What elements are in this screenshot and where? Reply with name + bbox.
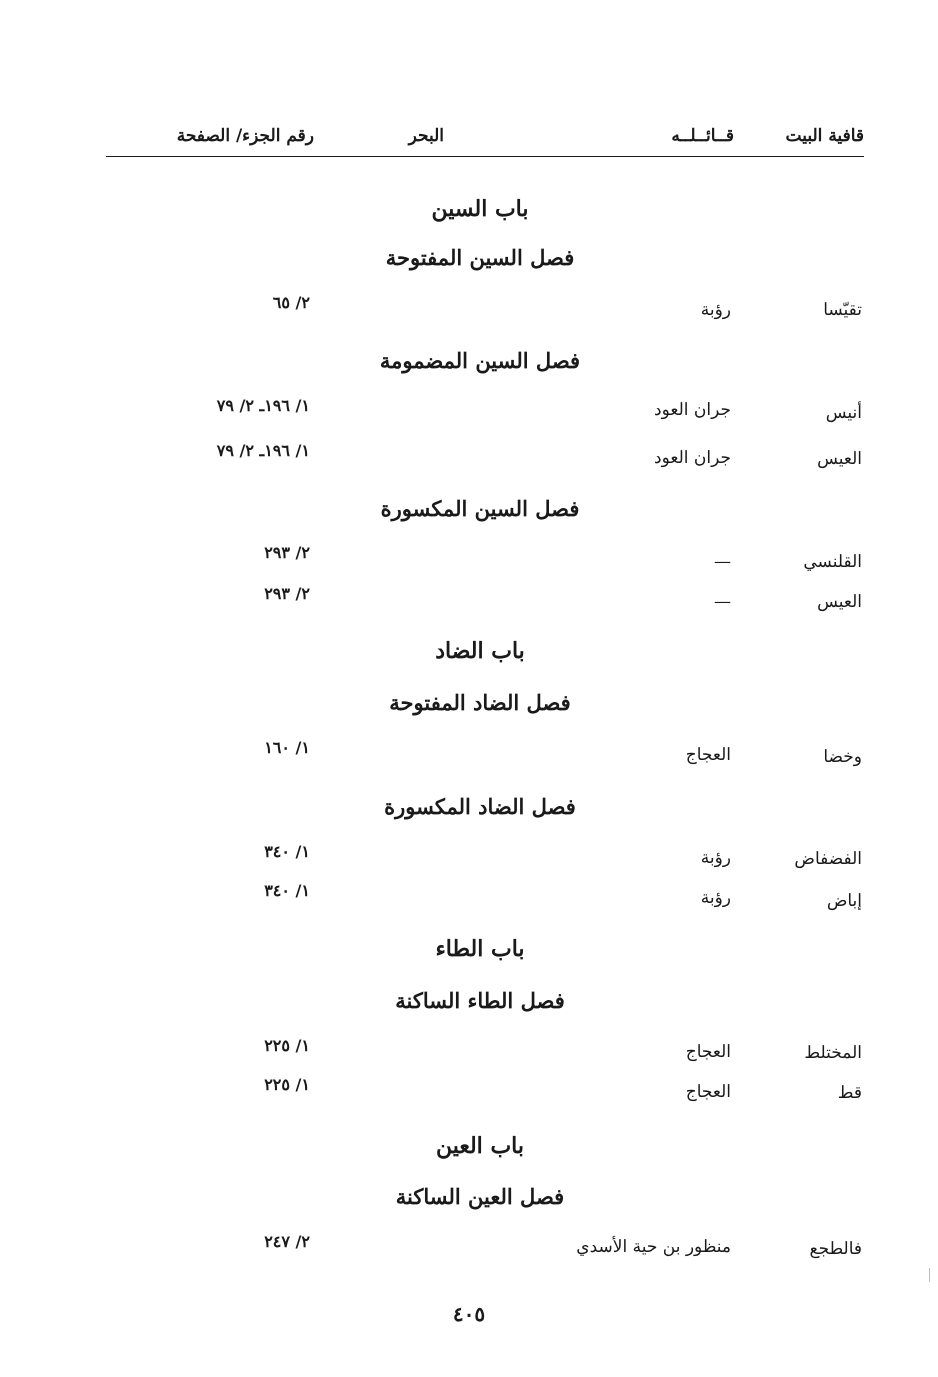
rhyme-cell: قط (837, 1083, 862, 1103)
column-header-rhyme: قافية البيت (785, 126, 864, 146)
poet-cell: رؤبة (700, 848, 731, 868)
rhyme-cell: أنيس (825, 403, 862, 423)
reference-cell: ١/ ٣٤٠ (264, 881, 310, 900)
header-divider (106, 156, 864, 157)
poet-cell: العجاج (685, 745, 731, 765)
chapter-heading: باب الطاء (435, 936, 525, 962)
poet-cell: منظور بن حية الأسدي (576, 1237, 731, 1257)
section-heading: فصل الطاء الساكنة (395, 988, 565, 1013)
scan-edge-mark (929, 1268, 930, 1282)
reference-cell: ١/ ٢٢٥ (264, 1036, 310, 1055)
section-heading: فصل الضاد المكسورة (384, 794, 576, 819)
poet-cell: العجاج (685, 1042, 731, 1062)
reference-cell: ١/ ١٩٦ـ ٢/ ٧٩ (216, 396, 310, 415)
chapter-heading: باب العين (435, 1133, 524, 1159)
rhyme-cell: القلنسي (803, 552, 862, 572)
rhyme-cell: العيس (817, 449, 862, 469)
rhyme-cell: فالطجع (809, 1239, 862, 1259)
reference-cell: ٢/ ٢٩٣ (264, 543, 310, 562)
poet-cell: جران العود (654, 448, 731, 468)
chapter-heading: باب السين (431, 196, 529, 222)
section-heading: فصل السين المفتوحة (385, 245, 575, 270)
column-header-poet: قــائــلــه (671, 126, 734, 146)
poet-cell: جران العود (654, 400, 731, 420)
reference-cell: ٢/ ٢٤٧ (264, 1232, 310, 1251)
poet-cell: رؤبة (700, 888, 731, 908)
poet-cell: رؤبة (700, 300, 731, 320)
section-heading: فصل السين المضمومة (379, 348, 581, 373)
poet-cell: — (714, 552, 731, 572)
chapter-heading: باب الضاد (435, 638, 525, 664)
reference-cell: ١/ ١٦٠ (264, 738, 310, 757)
rhyme-cell: إباض (826, 891, 862, 911)
poet-cell: — (714, 592, 731, 612)
section-heading: فصل العين الساكنة (395, 1184, 565, 1209)
reference-cell: ١/ ١٩٦ـ ٢/ ٧٩ (216, 441, 310, 460)
rhyme-cell: وخضا (823, 747, 862, 767)
rhyme-cell: تقيّسا (823, 300, 862, 320)
page-number: ٤٠٥ (452, 1302, 486, 1326)
rhyme-cell: الفضفاض (794, 849, 862, 869)
rhyme-cell: المختلط (804, 1043, 862, 1063)
reference-cell: ١/ ٢٢٥ (264, 1075, 310, 1094)
column-header-reference: رقم الجزء/ الصفحة (176, 126, 314, 146)
section-heading: فصل السين المكسورة (380, 496, 580, 521)
reference-cell: ١/ ٣٤٠ (264, 842, 310, 861)
poet-cell: العجاج (685, 1082, 731, 1102)
reference-cell: ٢/ ٦٥ (272, 293, 310, 312)
reference-cell: ٢/ ٢٩٣ (264, 584, 310, 603)
section-heading: فصل الضاد المفتوحة (389, 690, 571, 715)
rhyme-cell: العيس (817, 592, 862, 612)
column-header-meter: البحر (408, 126, 444, 146)
